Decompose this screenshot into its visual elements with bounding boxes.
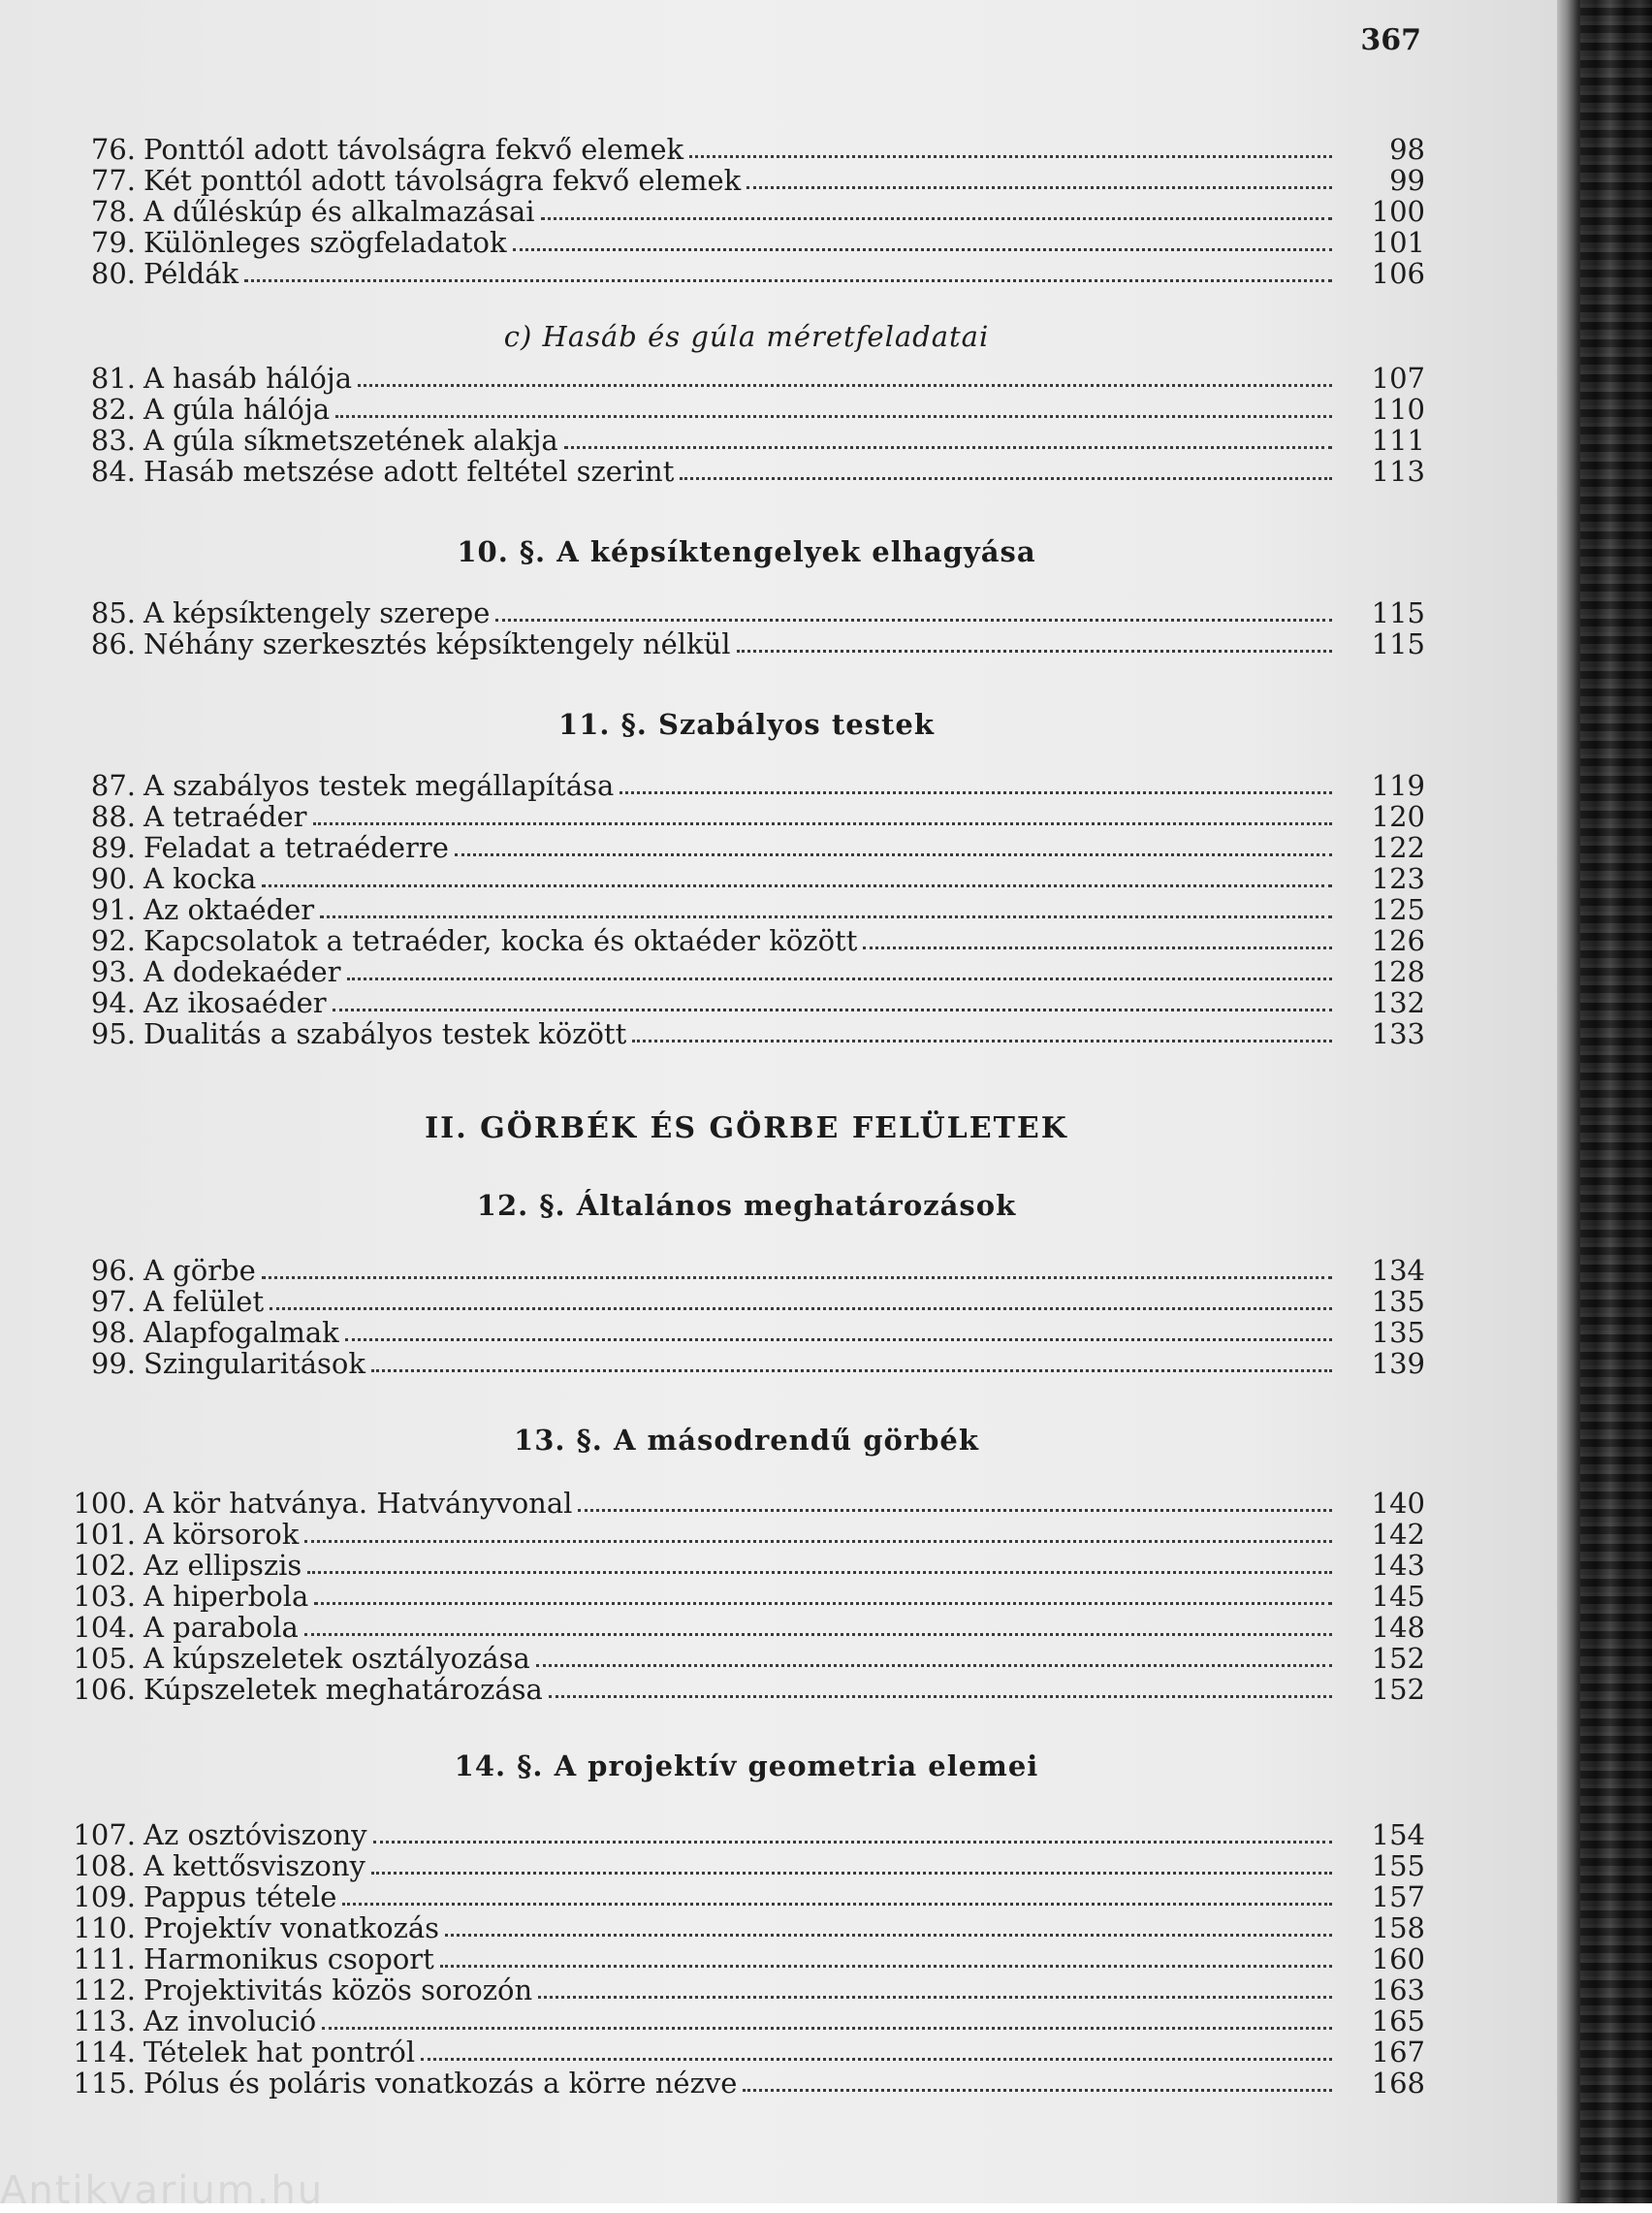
toc-entry-number: 105. — [73, 1642, 136, 1675]
toc-entry — [68, 1581, 1425, 1612]
toc-entry-page: 139 — [1371, 1347, 1425, 1380]
toc-entry-page: 154 — [1371, 1818, 1425, 1851]
toc-entry-title: Alapfogalmak — [143, 1316, 339, 1349]
toc-entry-page: 100 — [1371, 195, 1425, 228]
toc-entry-page: 157 — [1371, 1880, 1425, 1913]
toc-entry-number: 79. — [90, 226, 136, 259]
toc-entry-number: 90. — [90, 862, 136, 895]
toc-entry — [68, 134, 1425, 165]
toc-entry-number: 112. — [73, 1973, 136, 2006]
toc-entry-page: 113 — [1371, 455, 1425, 488]
toc-entry-number: 95. — [90, 1017, 136, 1050]
toc-entry-number: 96. — [90, 1254, 136, 1287]
dot-leader — [307, 1570, 1332, 1574]
toc-entry — [68, 165, 1425, 196]
toc-entry — [68, 1018, 1425, 1049]
dot-leader — [578, 1508, 1332, 1512]
toc-entry — [68, 597, 1425, 628]
toc-entry-title: Néhány szerkesztés képsíktengely nélkül — [143, 627, 731, 660]
toc-entry-page: 122 — [1371, 831, 1425, 864]
toc-entry-title: Tételek hat pontról — [143, 2036, 416, 2069]
toc-entry-number: 99. — [90, 1347, 136, 1380]
toc-entry — [68, 628, 1425, 659]
toc-entry — [68, 1550, 1425, 1581]
dot-leader — [313, 821, 1332, 825]
toc-entry-title: Különleges szögfeladatok — [143, 226, 507, 259]
toc-entry-number: 103. — [73, 1580, 136, 1613]
toc-entry-title: Kúpszeletek meghatározása — [143, 1673, 543, 1706]
spine-texture — [1580, 0, 1652, 2203]
toc-entry-page: 126 — [1371, 924, 1425, 957]
dot-leader — [333, 1008, 1332, 1011]
toc-entry-title: A parabola — [143, 1611, 299, 1644]
toc-entry-title: A hiperbola — [143, 1580, 309, 1613]
toc-entry — [68, 1317, 1425, 1348]
toc-entry-title: Az ellipszis — [143, 1549, 302, 1582]
dot-leader — [620, 790, 1332, 794]
part-heading-2: II. GÖRBÉK ÉS GÖRBE FELÜLETEK — [425, 1111, 1068, 1145]
toc-entry-number: 85. — [90, 596, 136, 629]
toc-entry — [68, 863, 1425, 894]
dot-leader — [536, 1663, 1332, 1667]
toc-entry-page: 148 — [1371, 1611, 1425, 1644]
toc-entry-number: 102. — [73, 1549, 136, 1582]
toc-entry — [68, 258, 1425, 289]
toc-entry-page: 101 — [1371, 226, 1425, 259]
toc-entry-title: Példák — [143, 257, 239, 290]
toc-entry-title: A kör hatványa. Hatványvonal — [143, 1487, 573, 1520]
toc-entry-title: Projektivitás közös sorozón — [143, 1973, 533, 2006]
dot-leader — [342, 1902, 1332, 1906]
toc-entry — [68, 801, 1425, 832]
toc-entry-page: 110 — [1371, 393, 1425, 426]
toc-entry-page: 99 — [1389, 164, 1425, 197]
section-heading-13: 13. §. A másodrendű görbék — [514, 1424, 979, 1457]
toc-entry — [68, 196, 1425, 227]
toc-entry-title: Az ikosaéder — [143, 986, 327, 1019]
toc-entry-number: 94. — [90, 986, 136, 1019]
dot-leader — [335, 414, 1332, 418]
toc-entry-page: 140 — [1371, 1487, 1425, 1520]
toc-entry-title: Kapcsolatok a tetraéder, kocka és oktaéder között — [143, 924, 858, 957]
toc-entry-title: A körsorok — [143, 1518, 300, 1551]
toc-entry-number: 97. — [90, 1285, 136, 1318]
toc-entry-page: 111 — [1371, 424, 1425, 457]
toc-entry — [68, 1643, 1425, 1674]
toc-entry-title: A hasáb hálója — [143, 362, 353, 395]
dot-leader — [345, 1337, 1332, 1341]
dot-leader — [495, 618, 1332, 622]
toc-entry-page: 160 — [1371, 1942, 1425, 1975]
toc-entry-title: Szingularitások — [143, 1347, 365, 1380]
toc-entry-page: 115 — [1371, 627, 1425, 660]
dot-leader — [371, 1368, 1332, 1372]
dot-leader — [262, 883, 1332, 887]
dot-leader — [421, 2057, 1332, 2061]
toc-entry — [68, 1348, 1425, 1379]
toc-entry-page: 128 — [1371, 955, 1425, 988]
toc-entry-number: 86. — [90, 627, 136, 660]
toc-entry — [68, 2005, 1425, 2037]
dot-leader — [513, 247, 1332, 251]
toc-entry — [68, 1674, 1425, 1705]
toc-entry-title: A kocka — [143, 862, 257, 895]
toc-entry-title: Ponttól adott távolságra fekvő elemek — [143, 133, 684, 166]
toc-entry — [68, 987, 1425, 1018]
toc-entry — [68, 1943, 1425, 1974]
dot-leader — [538, 1995, 1332, 1999]
dot-leader — [244, 278, 1332, 282]
toc-entry-number: 92. — [90, 924, 136, 957]
subsection-heading-c: c) Hasáb és gúla méretfeladatai — [503, 320, 990, 353]
toc-entry-page: 133 — [1371, 1017, 1425, 1050]
toc-entry-number: 104. — [73, 1611, 136, 1644]
toc-entry — [68, 1519, 1425, 1550]
toc-entry-title: A gúla síkmetszetének alakja — [143, 424, 558, 457]
watermark: Antikvarium.hu — [0, 2168, 325, 2213]
toc-entry-number: 106. — [73, 1673, 136, 1706]
toc-entry-number: 80. — [90, 257, 136, 290]
page-number: 367 — [1360, 23, 1421, 57]
toc-entry — [68, 363, 1425, 394]
toc-entry-title: A képsíktengely szerepe — [143, 596, 491, 629]
toc-entry-page: 115 — [1371, 596, 1425, 629]
toc-group-2 — [68, 597, 1425, 659]
toc-entry-page: 168 — [1371, 2067, 1425, 2100]
toc-entry-number: 83. — [90, 424, 136, 457]
toc-group-1 — [68, 363, 1425, 487]
dot-leader — [541, 216, 1332, 220]
toc-entry — [68, 456, 1425, 487]
toc-entry-page: 152 — [1371, 1673, 1425, 1706]
dot-leader — [564, 445, 1332, 449]
dot-leader — [371, 1871, 1332, 1875]
toc-entry — [68, 425, 1425, 456]
toc-entry — [68, 1819, 1425, 1850]
toc-entry-number: 100. — [73, 1487, 136, 1520]
dot-leader — [440, 1964, 1332, 1968]
toc-entry — [68, 1881, 1425, 1912]
toc-entry-title: A dodekaéder — [143, 955, 341, 988]
dot-leader — [304, 1539, 1332, 1543]
toc-group-4 — [68, 1255, 1425, 1379]
toc-entry-number: 109. — [73, 1880, 136, 1913]
dot-leader — [358, 383, 1332, 387]
toc-entry — [68, 1286, 1425, 1317]
section-heading-12: 12. §. Általános meghatározások — [476, 1189, 1017, 1222]
dot-leader — [689, 154, 1332, 158]
toc-entry-page: 125 — [1371, 893, 1425, 926]
toc-entry-title: Feladat a tetraéderre — [143, 831, 449, 864]
toc-entry-title: A dűléskúp és alkalmazásai — [143, 195, 535, 228]
toc-entry-title: Projektív vonatkozás — [143, 1911, 440, 1944]
toc-entry-number: 93. — [90, 955, 136, 988]
toc-entry-page: 167 — [1371, 2036, 1425, 2069]
toc-entry-page: 98 — [1389, 133, 1425, 166]
toc-entry-number: 91. — [90, 893, 136, 926]
toc-entry-number: 77. — [90, 164, 136, 197]
toc-entry-title: A tetraéder — [143, 800, 307, 833]
toc-entry-number: 114. — [73, 2036, 136, 2069]
dot-leader — [737, 649, 1332, 653]
dot-leader — [455, 852, 1332, 856]
dot-leader — [373, 1840, 1332, 1844]
dot-leader — [549, 1694, 1332, 1698]
toc-entry — [68, 770, 1425, 801]
section-heading-14: 14. §. A projektív geometria elemei — [454, 1749, 1039, 1782]
dot-leader — [320, 914, 1332, 918]
dot-leader — [314, 1601, 1332, 1605]
toc-group-3 — [68, 770, 1425, 1049]
toc-entry-page: 135 — [1371, 1316, 1425, 1349]
toc-entry — [68, 925, 1425, 956]
toc-group-6 — [68, 1819, 1425, 2099]
toc-entry — [68, 2037, 1425, 2068]
toc-entry-title: Hasáb metszése adott feltétel szerint — [143, 455, 675, 488]
toc-entry — [68, 894, 1425, 925]
section-heading-11: 11. §. Szabályos testek — [558, 708, 935, 741]
toc-entry-page: 145 — [1371, 1580, 1425, 1613]
toc-entry-page: 107 — [1371, 362, 1425, 395]
toc-entry-number: 98. — [90, 1316, 136, 1349]
toc-entry — [68, 1255, 1425, 1286]
toc-entry-number: 107. — [73, 1818, 136, 1851]
toc-entry-page: 155 — [1371, 1849, 1425, 1882]
toc-entry — [68, 2068, 1425, 2099]
toc-entry-number: 88. — [90, 800, 136, 833]
toc-entry-number: 111. — [73, 1942, 136, 1975]
dot-leader — [863, 946, 1332, 949]
toc-entry-title: A kettősviszony — [143, 1849, 365, 1882]
toc-entry-title: Az oktaéder — [143, 893, 315, 926]
toc-entry-page: 135 — [1371, 1285, 1425, 1318]
dot-leader — [322, 2026, 1332, 2030]
toc-entry-number: 82. — [90, 393, 136, 426]
section-heading-10: 10. §. A képsíktengelyek elhagyása — [457, 535, 1036, 568]
toc-entry-title: Az osztóviszony — [143, 1818, 367, 1851]
toc-entry-page: 142 — [1371, 1518, 1425, 1551]
toc-entry-page: 158 — [1371, 1911, 1425, 1944]
toc-entry-page: 165 — [1371, 2005, 1425, 2037]
toc-entry — [68, 832, 1425, 863]
toc-entry-number: 78. — [90, 195, 136, 228]
toc-entry — [68, 1912, 1425, 1943]
toc-entry-number: 87. — [90, 769, 136, 802]
toc-entry-number: 108. — [73, 1849, 136, 1882]
toc-entry-title: A gúla hálója — [143, 393, 331, 426]
toc-entry-page: 134 — [1371, 1254, 1425, 1287]
toc-entry-number: 89. — [90, 831, 136, 864]
toc-entry — [68, 1488, 1425, 1519]
toc-entry-page: 163 — [1371, 1973, 1425, 2006]
toc-entry-page: 106 — [1371, 257, 1425, 290]
toc-entry-page: 123 — [1371, 862, 1425, 895]
toc-entry-page: 132 — [1371, 986, 1425, 1019]
toc-entry-title: Két ponttól adott távolságra fekvő elemek — [143, 164, 742, 197]
toc-entry-title: Dualitás a szabályos testek között — [143, 1017, 627, 1050]
toc-entry — [68, 227, 1425, 258]
toc-entry-title: A szabályos testek megállapítása — [143, 769, 615, 802]
toc-entry-number: 84. — [90, 455, 136, 488]
toc-group-5 — [68, 1488, 1425, 1705]
toc-entry-title: A görbe — [143, 1254, 256, 1287]
toc-entry-page: 143 — [1371, 1549, 1425, 1582]
dot-leader — [445, 1933, 1332, 1937]
dot-leader — [680, 476, 1332, 480]
toc-entry — [68, 1612, 1425, 1643]
toc-entry-number: 101. — [73, 1518, 136, 1551]
toc-entry-page: 152 — [1371, 1642, 1425, 1675]
toc-entry-title: A felület — [143, 1285, 265, 1318]
toc-entry-title: Pólus és poláris vonatkozás a körre nézve — [143, 2067, 738, 2100]
toc-entry — [68, 956, 1425, 987]
toc-entry-number: 76. — [90, 133, 136, 166]
toc-entry-title: Harmonikus csoport — [143, 1942, 434, 1975]
toc-entry-page: 119 — [1371, 769, 1425, 802]
toc-entry-number: 115. — [73, 2067, 136, 2100]
toc-entry-number: 81. — [90, 362, 136, 395]
dot-leader — [632, 1039, 1332, 1042]
toc-entry-title: Pappus tétele — [143, 1880, 337, 1913]
dot-leader — [270, 1306, 1332, 1310]
toc-entry-number: 110. — [73, 1911, 136, 1944]
dot-leader — [743, 2088, 1332, 2092]
toc-entry — [68, 1850, 1425, 1881]
toc-entry-number: 113. — [73, 2005, 136, 2037]
toc-entry-title: Az involució — [143, 2005, 317, 2037]
toc-entry-title: A kúpszeletek osztályozása — [143, 1642, 530, 1675]
dot-leader — [304, 1632, 1332, 1636]
toc-entry — [68, 1974, 1425, 2005]
dot-leader — [347, 977, 1332, 980]
dot-leader — [262, 1275, 1332, 1279]
dot-leader — [747, 185, 1332, 189]
toc-entry — [68, 394, 1425, 425]
toc-group-0 — [68, 134, 1425, 289]
toc-entry-page: 120 — [1371, 800, 1425, 833]
